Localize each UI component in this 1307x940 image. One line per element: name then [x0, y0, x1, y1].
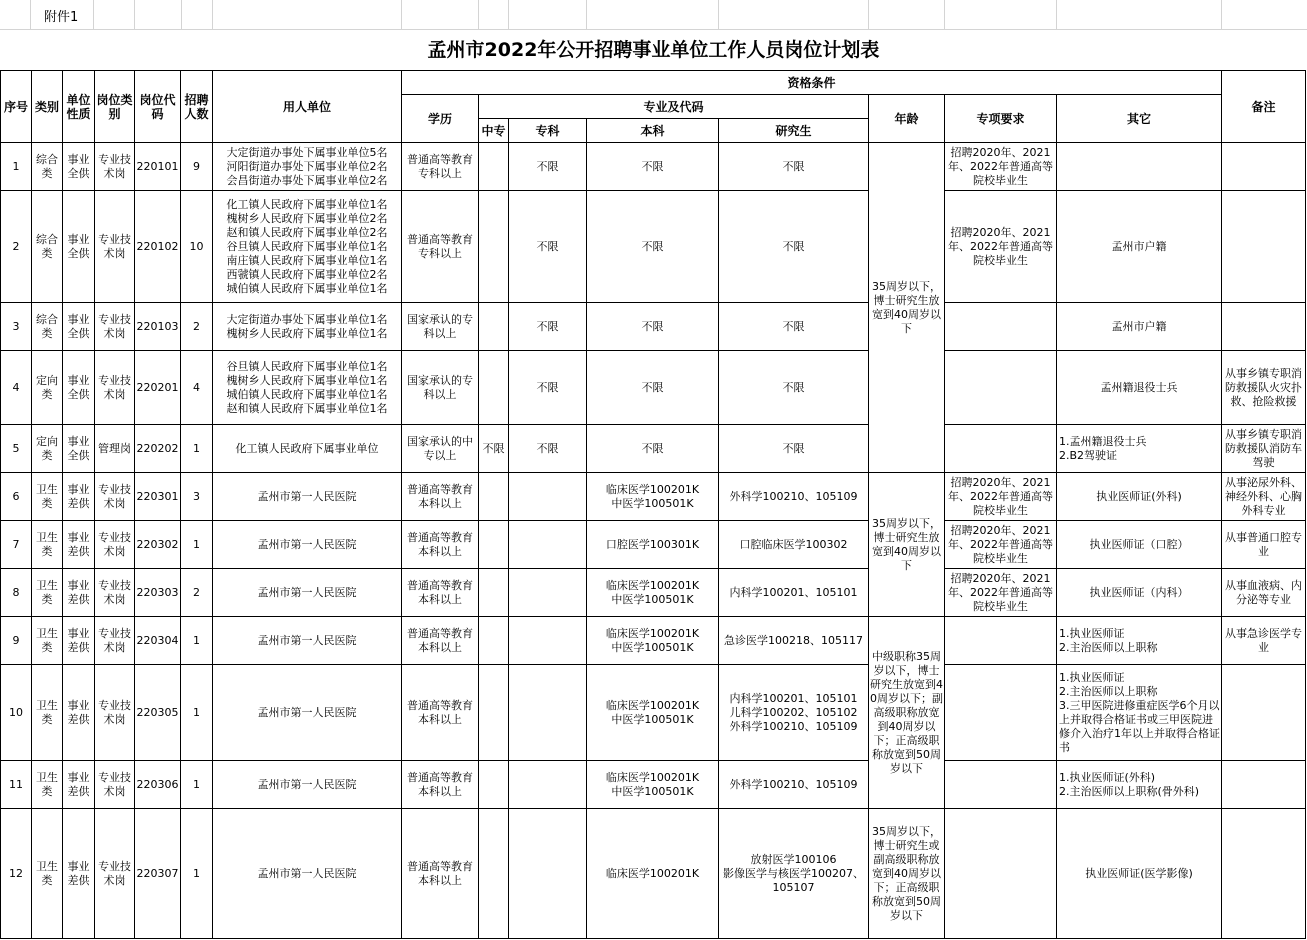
cell-bachelor-line: 临床医学100201K [605, 770, 700, 784]
cell-unit-nature: 事业全供 [63, 191, 95, 303]
table-row [1, 761, 1306, 809]
cell-employer [213, 425, 402, 473]
header-secondary: 中专 [479, 119, 509, 143]
cell-graduate [719, 191, 869, 303]
cell-post-code: 220302 [135, 521, 181, 569]
table-row [1, 143, 1306, 191]
cell-employer-line: 槐树乡人民政府下属事业单位2名 [226, 211, 388, 225]
cell-post-type: 专业技术岗 [95, 569, 135, 617]
attachment-row [0, 0, 1307, 30]
cell-recruit-count: 1 [181, 521, 213, 569]
cell-education: 国家承认的中专以上 [402, 425, 479, 473]
cell-other-line: 执业医师证（内科） [1089, 585, 1189, 599]
cell-employer [213, 809, 402, 939]
cell-bachelor [587, 809, 719, 939]
cell-recruit-count: 2 [181, 303, 213, 351]
cell-bachelor [587, 761, 719, 809]
cell-post-code: 220306 [135, 761, 181, 809]
cell-bachelor [587, 191, 719, 303]
cell-unit-nature: 事业差供 [63, 521, 95, 569]
cell-special-requirements: 招聘2020年、2021年、2022年普通高等院校毕业生 [945, 473, 1057, 521]
cell-education: 普通高等教育专科以上 [402, 191, 479, 303]
recruitment-plan-table [0, 70, 1306, 939]
cell-employer-line: 孟州市第一人民医院 [257, 537, 357, 551]
cell-employer-line: 大定街道办事处下属事业单位5名 [226, 145, 388, 159]
cell-education: 普通高等教育本科以上 [402, 473, 479, 521]
cell-secondary [479, 569, 509, 617]
cell-category: 卫生类 [32, 665, 63, 761]
cell-bachelor-line: 中医学100501K [611, 592, 694, 606]
cell-bachelor-line: 临床医学100201K [605, 482, 700, 496]
cell-secondary [479, 303, 509, 351]
cell-junior-college: 不限 [509, 303, 587, 351]
cell-junior-college: 不限 [509, 143, 587, 191]
cell-age: 35周岁以下，博士研究生放宽到40周岁以下 [869, 143, 945, 473]
cell-unit-nature: 事业差供 [63, 761, 95, 809]
cell-seq: 10 [1, 665, 32, 761]
cell-employer-line: 孟州市第一人民医院 [257, 777, 357, 791]
cell-other-line: 执业医师证（口腔） [1089, 537, 1189, 551]
cell-graduate-line: 不限 [782, 239, 805, 253]
cell-bachelor [587, 569, 719, 617]
cell-junior-college [509, 569, 587, 617]
cell-secondary [479, 665, 509, 761]
cell-bachelor [587, 521, 719, 569]
cell-employer-line: 谷旦镇人民政府下属事业单位1名 [226, 239, 388, 253]
cell-bachelor-line: 口腔医学100301K [605, 537, 700, 551]
cell-education: 普通高等教育本科以上 [402, 521, 479, 569]
header-age: 年龄 [869, 95, 945, 143]
cell-unit-nature: 事业差供 [63, 809, 95, 939]
cell-special-requirements: 招聘2020年、2021年、2022年普通高等院校毕业生 [945, 521, 1057, 569]
table-row [1, 191, 1306, 303]
cell-recruit-count: 1 [181, 617, 213, 665]
cell-graduate-line: 不限 [782, 380, 805, 394]
header-remarks: 备注 [1222, 71, 1306, 143]
cell-age: 35周岁以下，博士研究生放宽到40周岁以下 [869, 473, 945, 617]
cell-bachelor [587, 665, 719, 761]
cell-employer-line: 孟州市第一人民医院 [257, 705, 357, 719]
cell-seq: 12 [1, 809, 32, 939]
cell-post-code: 220305 [135, 665, 181, 761]
cell-junior-college [509, 617, 587, 665]
cell-remark [1222, 303, 1306, 351]
cell-other-line: 2.主治医师以上职称 [1059, 684, 1158, 698]
header-seq: 序号 [1, 71, 32, 143]
cell-education: 普通高等教育本科以上 [402, 665, 479, 761]
cell-graduate-line: 放射医学100106 [750, 852, 837, 866]
cell-employer [213, 761, 402, 809]
table-row [1, 809, 1306, 939]
header-bachelor: 本科 [587, 119, 719, 143]
cell-remark [1222, 143, 1306, 191]
table-row [1, 569, 1306, 617]
cell-recruit-count: 1 [181, 425, 213, 473]
cell-employer-line: 赵和镇人民政府下属事业单位2名 [226, 225, 388, 239]
cell-remark: 从事急诊医学专业 [1222, 617, 1306, 665]
cell-employer-line: 南庄镇人民政府下属事业单位1名 [226, 253, 388, 267]
header-recruit-count: 招聘人数 [181, 71, 213, 143]
cell-post-type: 专业技术岗 [95, 303, 135, 351]
cell-graduate-line: 内科学100201、105101 [729, 585, 858, 599]
header-post-category: 岗位类别 [95, 71, 135, 143]
cell-graduate-line: 外科学100210、105109 [729, 777, 858, 791]
cell-post-type: 专业技术岗 [95, 809, 135, 939]
cell-special-requirements [945, 425, 1057, 473]
cell-graduate-line: 不限 [782, 159, 805, 173]
cell-graduate [719, 143, 869, 191]
cell-remark: 从事乡镇专职消防救援队消防车驾驶 [1222, 425, 1306, 473]
cell-post-type: 专业技术岗 [95, 473, 135, 521]
cell-bachelor [587, 143, 719, 191]
table-row [1, 425, 1306, 473]
cell-junior-college: 不限 [509, 425, 587, 473]
cell-category: 综合类 [32, 191, 63, 303]
cell-special-requirements: 招聘2020年、2021年、2022年普通高等院校毕业生 [945, 569, 1057, 617]
cell-unit-nature: 事业差供 [63, 473, 95, 521]
cell-post-code: 220103 [135, 303, 181, 351]
cell-secondary [479, 191, 509, 303]
cell-other-line: 1.执业医师证 [1059, 670, 1125, 684]
cell-secondary [479, 473, 509, 521]
cell-recruit-count: 1 [181, 665, 213, 761]
cell-education: 国家承认的专科以上 [402, 303, 479, 351]
cell-other-line: 孟州市户籍 [1111, 239, 1167, 253]
cell-graduate-line: 急诊医学100218、105117 [724, 633, 863, 647]
cell-seq: 11 [1, 761, 32, 809]
cell-post-type: 专业技术岗 [95, 617, 135, 665]
cell-post-type: 专业技术岗 [95, 761, 135, 809]
cell-employer [213, 191, 402, 303]
cell-special-requirements: 招聘2020年、2021年、2022年普通高等院校毕业生 [945, 143, 1057, 191]
cell-other-line: 孟州市户籍 [1111, 319, 1167, 333]
cell-seq: 4 [1, 351, 32, 425]
cell-other-line: 2.B2驾驶证 [1059, 448, 1118, 462]
cell-bachelor-line: 临床医学100201K [605, 698, 700, 712]
cell-junior-college [509, 521, 587, 569]
cell-other [1057, 665, 1222, 761]
cell-graduate-line: 影像医学与核医学100207、105107 [723, 866, 864, 894]
cell-recruit-count: 1 [181, 809, 213, 939]
cell-seq: 1 [1, 143, 32, 191]
cell-age: 35周岁以下，博士研究生或副高级职称放宽到40周岁以下；正高级职称放宽到50周岁以下 [869, 809, 945, 939]
table-row [1, 303, 1306, 351]
cell-other-line: 1.孟州籍退役士兵 [1059, 434, 1147, 448]
cell-education: 普通高等教育本科以上 [402, 809, 479, 939]
cell-bachelor-line: 临床医学100201K [605, 866, 700, 880]
cell-category: 综合类 [32, 303, 63, 351]
cell-graduate-line: 不限 [782, 441, 805, 455]
cell-category: 综合类 [32, 143, 63, 191]
cell-special-requirements [945, 761, 1057, 809]
cell-employer [213, 473, 402, 521]
cell-seq: 5 [1, 425, 32, 473]
cell-bachelor-line: 不限 [641, 380, 664, 394]
cell-category: 卫生类 [32, 761, 63, 809]
cell-junior-college [509, 809, 587, 939]
cell-special-requirements [945, 809, 1057, 939]
cell-secondary [479, 761, 509, 809]
cell-special-requirements [945, 665, 1057, 761]
header-junior-college: 专科 [509, 119, 587, 143]
cell-bachelor-line: 中医学100501K [611, 712, 694, 726]
cell-employer-line: 孟州市第一人民医院 [257, 633, 357, 647]
cell-graduate-line: 外科学100210、105109 [729, 719, 858, 733]
cell-bachelor-line: 中医学100501K [611, 640, 694, 654]
cell-post-code: 220201 [135, 351, 181, 425]
header-unit-nature: 单位性质 [63, 71, 95, 143]
cell-employer [213, 521, 402, 569]
cell-graduate-line: 内科学100201、105101 [729, 691, 858, 705]
cell-post-type: 专业技术岗 [95, 191, 135, 303]
cell-other [1057, 569, 1222, 617]
cell-category: 卫生类 [32, 473, 63, 521]
cell-secondary [479, 617, 509, 665]
cell-other [1057, 191, 1222, 303]
cell-junior-college: 不限 [509, 351, 587, 425]
cell-bachelor-line: 临床医学100201K [605, 626, 700, 640]
table-row [1, 473, 1306, 521]
cell-education: 普通高等教育本科以上 [402, 761, 479, 809]
cell-other [1057, 761, 1222, 809]
cell-other [1057, 303, 1222, 351]
cell-other-line: 2.主治医师以上职称 [1059, 640, 1158, 654]
cell-employer-line: 西虢镇人民政府下属事业单位2名 [226, 267, 388, 281]
cell-post-type: 专业技术岗 [95, 665, 135, 761]
cell-graduate [719, 303, 869, 351]
cell-graduate-line: 儿科学100202、105102 [729, 705, 858, 719]
cell-bachelor [587, 425, 719, 473]
cell-post-type: 专业技术岗 [95, 143, 135, 191]
cell-employer [213, 303, 402, 351]
cell-junior-college [509, 473, 587, 521]
cell-graduate [719, 473, 869, 521]
cell-bachelor [587, 303, 719, 351]
cell-other-line: 2.主治医师以上职称(骨外科) [1059, 784, 1200, 798]
cell-other-line: 3.三甲医院进修重症医学6个月以上并取得合格证书或三甲医院进修介入治疗1年以上并取得合格证书 [1059, 698, 1220, 754]
cell-other-line: 孟州籍退役士兵 [1100, 380, 1178, 394]
header-education: 学历 [402, 95, 479, 143]
cell-recruit-count: 2 [181, 569, 213, 617]
cell-graduate-line: 口腔临床医学100302 [739, 537, 848, 551]
cell-bachelor [587, 473, 719, 521]
cell-age: 中级职称35周岁以下，博士研究生放宽到40周岁以下；副高级职称放宽到40周岁以下；正高级职称放宽到50周岁以下 [869, 617, 945, 809]
cell-graduate [719, 665, 869, 761]
cell-bachelor-line: 中医学100501K [611, 496, 694, 510]
cell-post-code: 220304 [135, 617, 181, 665]
header-employer: 用人单位 [213, 71, 402, 143]
page-title: 孟州市2022年公开招聘事业单位工作人员岗位计划表 [427, 39, 880, 61]
cell-recruit-count: 3 [181, 473, 213, 521]
cell-bachelor-line: 临床医学100201K [605, 578, 700, 592]
cell-other [1057, 617, 1222, 665]
cell-secondary [479, 809, 509, 939]
cell-post-code: 220303 [135, 569, 181, 617]
cell-remark: 从事血液病、内分泌等专业 [1222, 569, 1306, 617]
cell-post-code: 220202 [135, 425, 181, 473]
cell-remark: 从事泌尿外科、神经外科、心胸外科专业 [1222, 473, 1306, 521]
cell-education: 普通高等教育专科以上 [402, 143, 479, 191]
cell-employer-line: 城伯镇人民政府下属事业单位1名 [226, 387, 388, 401]
header-post-code: 岗位代码 [135, 71, 181, 143]
cell-bachelor-line: 不限 [641, 159, 664, 173]
cell-secondary: 不限 [479, 425, 509, 473]
cell-graduate [719, 425, 869, 473]
cell-employer [213, 143, 402, 191]
cell-unit-nature: 事业全供 [63, 351, 95, 425]
table-row [1, 617, 1306, 665]
cell-category: 定向类 [32, 425, 63, 473]
cell-special-requirements: 招聘2020年、2021年、2022年普通高等院校毕业生 [945, 191, 1057, 303]
cell-other [1057, 521, 1222, 569]
attachment-label: 附件1 [44, 10, 79, 25]
cell-remark [1222, 761, 1306, 809]
cell-category: 卫生类 [32, 521, 63, 569]
cell-unit-nature: 事业全供 [63, 425, 95, 473]
cell-employer [213, 617, 402, 665]
cell-education: 国家承认的专科以上 [402, 351, 479, 425]
cell-category: 卫生类 [32, 617, 63, 665]
table-row [1, 351, 1306, 425]
cell-seq: 3 [1, 303, 32, 351]
cell-bachelor-line: 中医学100501K [611, 784, 694, 798]
cell-other [1057, 473, 1222, 521]
cell-employer [213, 665, 402, 761]
cell-employer-line: 河阳街道办事处下属事业单位2名 [226, 159, 388, 173]
cell-other [1057, 425, 1222, 473]
cell-special-requirements [945, 303, 1057, 351]
cell-recruit-count: 4 [181, 351, 213, 425]
cell-other-line: 1.执业医师证 [1059, 626, 1125, 640]
cell-other-line: 执业医师证(外科) [1096, 489, 1182, 503]
cell-employer [213, 569, 402, 617]
cell-remark [1222, 191, 1306, 303]
cell-bachelor-line: 不限 [641, 239, 664, 253]
table-row [1, 521, 1306, 569]
cell-unit-nature: 事业全供 [63, 303, 95, 351]
cell-employer [213, 351, 402, 425]
cell-post-code: 220102 [135, 191, 181, 303]
cell-employer-line: 槐树乡人民政府下属事业单位1名 [226, 326, 388, 340]
cell-employer-line: 化工镇人民政府下属事业单位1名 [226, 197, 388, 211]
cell-recruit-count: 1 [181, 761, 213, 809]
cell-employer-line: 孟州市第一人民医院 [257, 585, 357, 599]
cell-junior-college: 不限 [509, 191, 587, 303]
cell-secondary [479, 521, 509, 569]
cell-other [1057, 143, 1222, 191]
cell-seq: 8 [1, 569, 32, 617]
cell-employer-line: 孟州市第一人民医院 [257, 489, 357, 503]
cell-unit-nature: 事业差供 [63, 617, 95, 665]
cell-junior-college [509, 665, 587, 761]
cell-graduate [719, 521, 869, 569]
cell-graduate [719, 809, 869, 939]
cell-graduate-line: 不限 [782, 319, 805, 333]
cell-employer-line: 槐树乡人民政府下属事业单位1名 [226, 373, 388, 387]
cell-seq: 9 [1, 617, 32, 665]
cell-other-line: 执业医师证(医学影像) [1085, 866, 1193, 880]
cell-graduate [719, 351, 869, 425]
cell-seq: 6 [1, 473, 32, 521]
cell-education: 普通高等教育本科以上 [402, 569, 479, 617]
cell-graduate-line: 外科学100210、105109 [729, 489, 858, 503]
cell-other-line: 1.执业医师证(外科) [1059, 770, 1156, 784]
cell-graduate [719, 569, 869, 617]
cell-remark: 从事普通口腔专业 [1222, 521, 1306, 569]
cell-bachelor [587, 351, 719, 425]
cell-unit-nature: 事业全供 [63, 143, 95, 191]
cell-remark [1222, 809, 1306, 939]
cell-category: 卫生类 [32, 809, 63, 939]
header-category: 类别 [32, 71, 63, 143]
cell-bachelor-line: 不限 [641, 319, 664, 333]
cell-post-type: 专业技术岗 [95, 351, 135, 425]
cell-post-type: 专业技术岗 [95, 521, 135, 569]
header-special-requirements: 专项要求 [945, 95, 1057, 143]
cell-remark [1222, 665, 1306, 761]
cell-other [1057, 351, 1222, 425]
cell-post-code: 220101 [135, 143, 181, 191]
cell-junior-college [509, 761, 587, 809]
cell-seq: 2 [1, 191, 32, 303]
cell-unit-nature: 事业差供 [63, 569, 95, 617]
cell-recruit-count: 9 [181, 143, 213, 191]
cell-employer-line: 谷旦镇人民政府下属事业单位1名 [226, 359, 388, 373]
cell-education: 普通高等教育本科以上 [402, 617, 479, 665]
cell-secondary [479, 143, 509, 191]
cell-category: 卫生类 [32, 569, 63, 617]
cell-special-requirements [945, 351, 1057, 425]
cell-seq: 7 [1, 521, 32, 569]
cell-bachelor-line: 不限 [641, 441, 664, 455]
table-row [1, 665, 1306, 761]
cell-special-requirements [945, 617, 1057, 665]
cell-post-code: 220301 [135, 473, 181, 521]
cell-employer-line: 孟州市第一人民医院 [257, 866, 357, 880]
cell-employer-line: 城伯镇人民政府下属事业单位1名 [226, 281, 388, 295]
header-major-and-code: 专业及代码 [479, 95, 869, 119]
cell-post-code: 220307 [135, 809, 181, 939]
cell-employer-line: 化工镇人民政府下属事业单位 [235, 441, 379, 455]
cell-unit-nature: 事业差供 [63, 665, 95, 761]
cell-remark: 从事乡镇专职消防救援队火灾扑救、抢险救援 [1222, 351, 1306, 425]
cell-employer-line: 赵和镇人民政府下属事业单位1名 [226, 401, 388, 415]
cell-graduate [719, 617, 869, 665]
header-qualifications: 资格条件 [402, 71, 1222, 95]
cell-bachelor [587, 617, 719, 665]
header-other: 其它 [1057, 95, 1222, 143]
cell-recruit-count: 10 [181, 191, 213, 303]
cell-employer-line: 大定街道办事处下属事业单位1名 [226, 312, 388, 326]
cell-graduate [719, 761, 869, 809]
cell-post-type: 管理岗 [95, 425, 135, 473]
cell-other [1057, 809, 1222, 939]
cell-employer-line: 会昌街道办事处下属事业单位2名 [226, 173, 388, 187]
cell-secondary [479, 351, 509, 425]
header-graduate: 研究生 [719, 119, 869, 143]
cell-category: 定向类 [32, 351, 63, 425]
